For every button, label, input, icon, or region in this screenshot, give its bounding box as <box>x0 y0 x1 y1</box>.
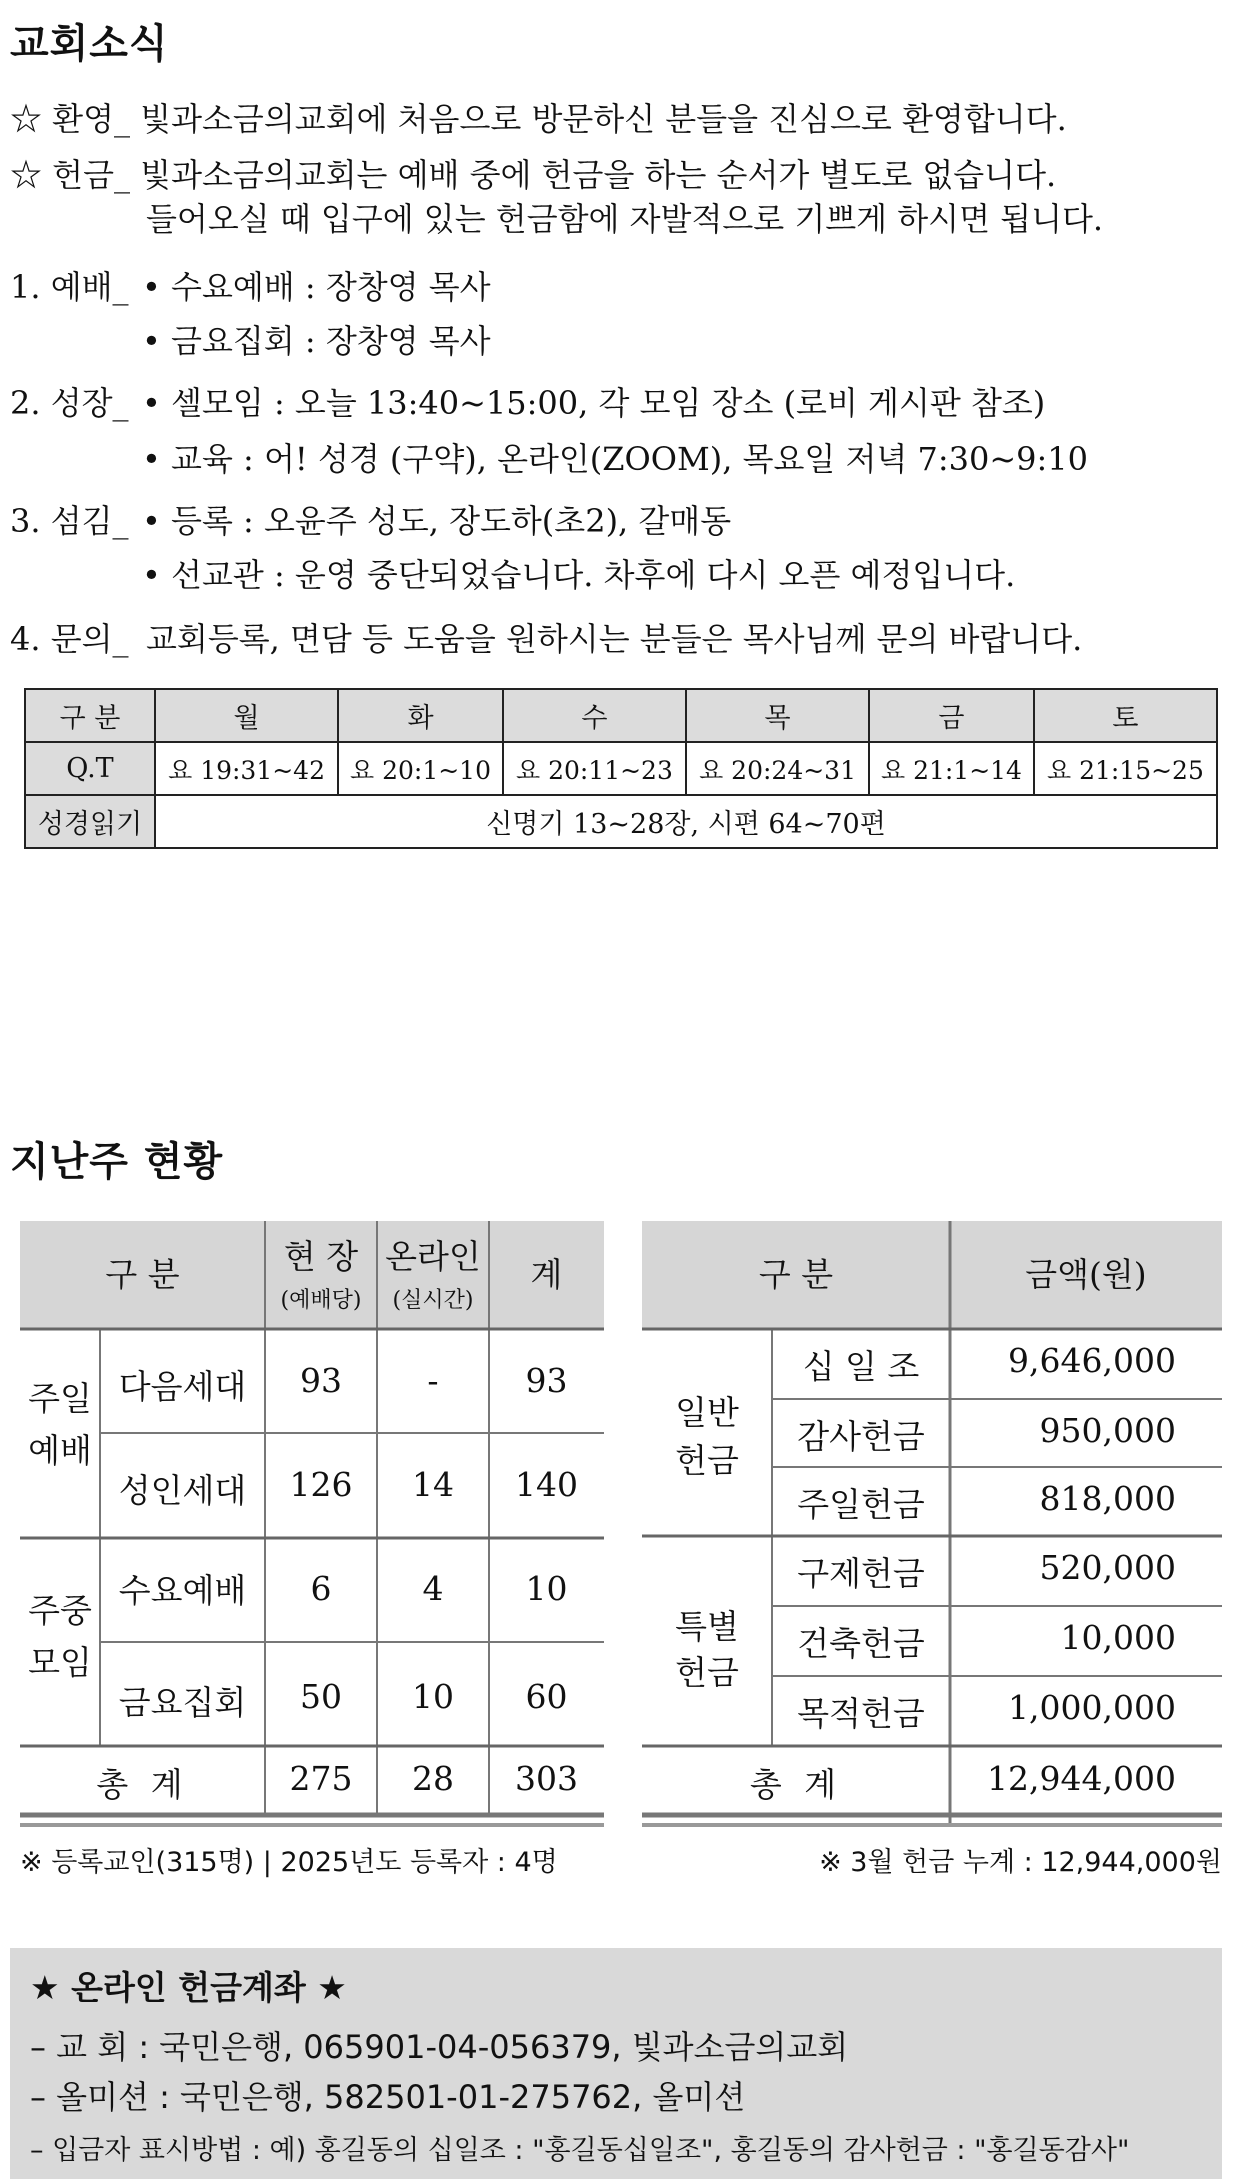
item-inquiry-line: 교회등록, 면담 등 도움을 원하시는 분들은 목사님께 문의 바랍니다. <box>146 620 1083 658</box>
account-mission: – 올미션 : 국민은행, 582501-01-275762, 올미션 <box>30 2078 746 2116</box>
attend-sum-onsite: 275 <box>289 1759 353 1798</box>
weekly-qt-mon: 요 19:31~42 <box>155 742 338 795</box>
weekly-header-tue: 화 <box>338 689 503 742</box>
item-worship-label: 1. 예배_ <box>10 268 129 306</box>
attend-row-online: 4 <box>422 1569 444 1608</box>
weekly-qt-wed: 요 20:11~23 <box>503 742 686 795</box>
weekly-reading-value: 신명기 13~28장, 시편 64~70편 <box>155 795 1217 848</box>
offer-row-amount: 1,000,000 <box>1008 1688 1176 1727</box>
attend-row-online: - <box>427 1361 439 1400</box>
note-registered: ※ 등록교인(315명) | 2025년도 등록자 : 4명 <box>20 1847 558 1878</box>
attend-group-sunday-1: 주일 <box>28 1379 92 1418</box>
offer-group-special-1: 특별 <box>675 1607 739 1646</box>
weekly-reading-label: 성경읽기 <box>25 795 155 848</box>
offer-row-amount: 9,646,000 <box>1008 1341 1176 1380</box>
offer-row-amount: 818,000 <box>1039 1479 1176 1518</box>
attend-sum-total: 303 <box>515 1759 578 1798</box>
item-growth-label: 2. 성장_ <box>10 384 129 422</box>
weekly-header-mon: 월 <box>155 689 338 742</box>
attend-row-label: 금요집회 <box>118 1683 247 1722</box>
attend-row-label: 성인세대 <box>118 1471 247 1510</box>
weekly-qt-label: Q.T <box>25 742 155 795</box>
attend-row-online: 10 <box>412 1677 454 1716</box>
offering-cells <box>642 1221 1222 1831</box>
attend-row-onsite: 126 <box>289 1465 353 1504</box>
attend-row-online: 14 <box>412 1465 454 1504</box>
weekly-qt-row <box>25 742 1217 795</box>
item-growth-line-1: • 셀모임 : 오늘 13:40~15:00, 각 모임 장소 (로비 게시판 참조) <box>142 384 1046 422</box>
item-growth-line-2: • 교육 : 어! 성경 (구약), 온라인(ZOOM), 목요일 저녁 7:30~9:10 <box>142 440 1089 478</box>
item-serve-line-2: • 선교관 : 운영 중단되었습니다. 차후에 다시 오픈 예정입니다. <box>142 556 1016 594</box>
offer-row-amount: 10,000 <box>1060 1618 1176 1657</box>
offer-header-category: 구 분 <box>758 1255 834 1294</box>
offering-line-1: ☆ 헌금_ 빛과소금의교회는 예배 중에 헌금을 하는 순서가 별도로 없습니다. <box>10 156 1057 194</box>
item-worship-line-2: • 금요집회 : 장창영 목사 <box>142 322 491 360</box>
weekly-header-fri: 금 <box>869 689 1034 742</box>
weekly-qt-sat: 요 21:15~25 <box>1034 742 1217 795</box>
item-serve-line-1: • 등록 : 오윤주 성도, 장도하(초2), 갈매동 <box>142 502 732 540</box>
weekly-schedule-table <box>24 688 1218 849</box>
attend-row-label: 수요예배 <box>118 1571 247 1610</box>
attend-group-sunday-2: 예배 <box>28 1431 92 1470</box>
welcome-line: ☆ 환영_ 빛과소금의교회에 처음으로 방문하신 분들을 진심으로 환영합니다. <box>10 100 1067 138</box>
item-serve-label: 3. 섬김_ <box>10 502 129 540</box>
attend-header-onsite: 현 장 <box>283 1237 359 1276</box>
attend-group-weekday-1: 주중 <box>28 1591 92 1630</box>
attend-header-total: 계 <box>530 1255 563 1294</box>
last-week-title: 지난주 현황 <box>10 1139 224 1185</box>
account-church: – 교 회 : 국민은행, 065901-04-056379, 빛과소금의교회 <box>30 2028 849 2066</box>
attend-row-onsite: 93 <box>300 1361 342 1400</box>
attend-header-category: 구 분 <box>105 1255 180 1294</box>
attend-row-total: 93 <box>525 1361 568 1400</box>
attendance-cells <box>20 1221 604 1831</box>
weekly-header-category: 구 분 <box>25 689 155 742</box>
weekly-qt-fri: 요 21:1~14 <box>869 742 1034 795</box>
weekly-header-row <box>25 689 1217 742</box>
offer-sum-amount: 12,944,000 <box>987 1759 1176 1798</box>
weekly-header-thu: 목 <box>686 689 869 742</box>
account-title: ★ 온라인 헌금계좌 ★ <box>30 1968 347 2007</box>
note-offering-total: ※ 3월 헌금 누계 : 12,944,000원 <box>819 1847 1222 1878</box>
weekly-qt-thu: 요 20:24~31 <box>686 742 869 795</box>
attend-sum-online: 28 <box>412 1759 454 1798</box>
attend-header-online-sub: (실시간) <box>392 1288 474 1313</box>
weekly-header-wed: 수 <box>503 689 686 742</box>
offer-row-label: 주일헌금 <box>797 1485 925 1524</box>
attend-header-onsite-sub: (예배당) <box>280 1288 362 1313</box>
offer-row-label: 목적헌금 <box>797 1694 925 1733</box>
attend-row-total: 60 <box>525 1677 568 1716</box>
account-method: – 입금자 표시방법 : 예) 홍길동의 십일조 : "홍길동십일조", 홍길동의 감사헌금 : "홍길동감사" <box>30 2135 1130 2166</box>
offer-group-general-1: 일반 <box>675 1393 739 1432</box>
weekly-qt-tue: 요 20:1~10 <box>338 742 503 795</box>
attend-row-label: 다음세대 <box>118 1367 247 1406</box>
offer-row-amount: 950,000 <box>1039 1411 1176 1450</box>
offer-row-label: 건축헌금 <box>797 1624 925 1663</box>
attend-row-total: 140 <box>515 1465 578 1504</box>
offer-group-special-2: 헌금 <box>675 1653 739 1692</box>
attend-sum-label: 총 계 <box>96 1765 189 1804</box>
offer-row-label: 십 일 조 <box>802 1347 920 1386</box>
offer-header-amount: 금액(원) <box>1025 1255 1147 1294</box>
news-title: 교회소식 <box>10 21 169 67</box>
attend-group-weekday-2: 모임 <box>28 1643 92 1682</box>
offer-sum-label: 총 계 <box>749 1765 843 1804</box>
offer-row-amount: 520,000 <box>1039 1548 1176 1587</box>
attend-header-online: 온라인 <box>385 1237 481 1276</box>
online-account-box <box>10 1948 1222 2179</box>
weekly-header-sat: 토 <box>1034 689 1217 742</box>
offer-row-label: 감사헌금 <box>797 1417 925 1456</box>
offering-line-2: 들어오실 때 입구에 있는 헌금함에 자발적으로 기쁘게 하시면 됩니다. <box>146 200 1104 238</box>
item-inquiry-label: 4. 문의_ <box>10 620 129 658</box>
attend-row-onsite: 50 <box>300 1677 342 1716</box>
attend-row-total: 10 <box>525 1569 568 1608</box>
attend-row-onsite: 6 <box>310 1569 332 1608</box>
item-worship-line-1: • 수요예배 : 장창영 목사 <box>142 268 491 306</box>
offer-row-label: 구제헌금 <box>797 1554 925 1593</box>
offer-group-general-2: 헌금 <box>675 1441 739 1480</box>
weekly-reading-row <box>25 795 1217 848</box>
